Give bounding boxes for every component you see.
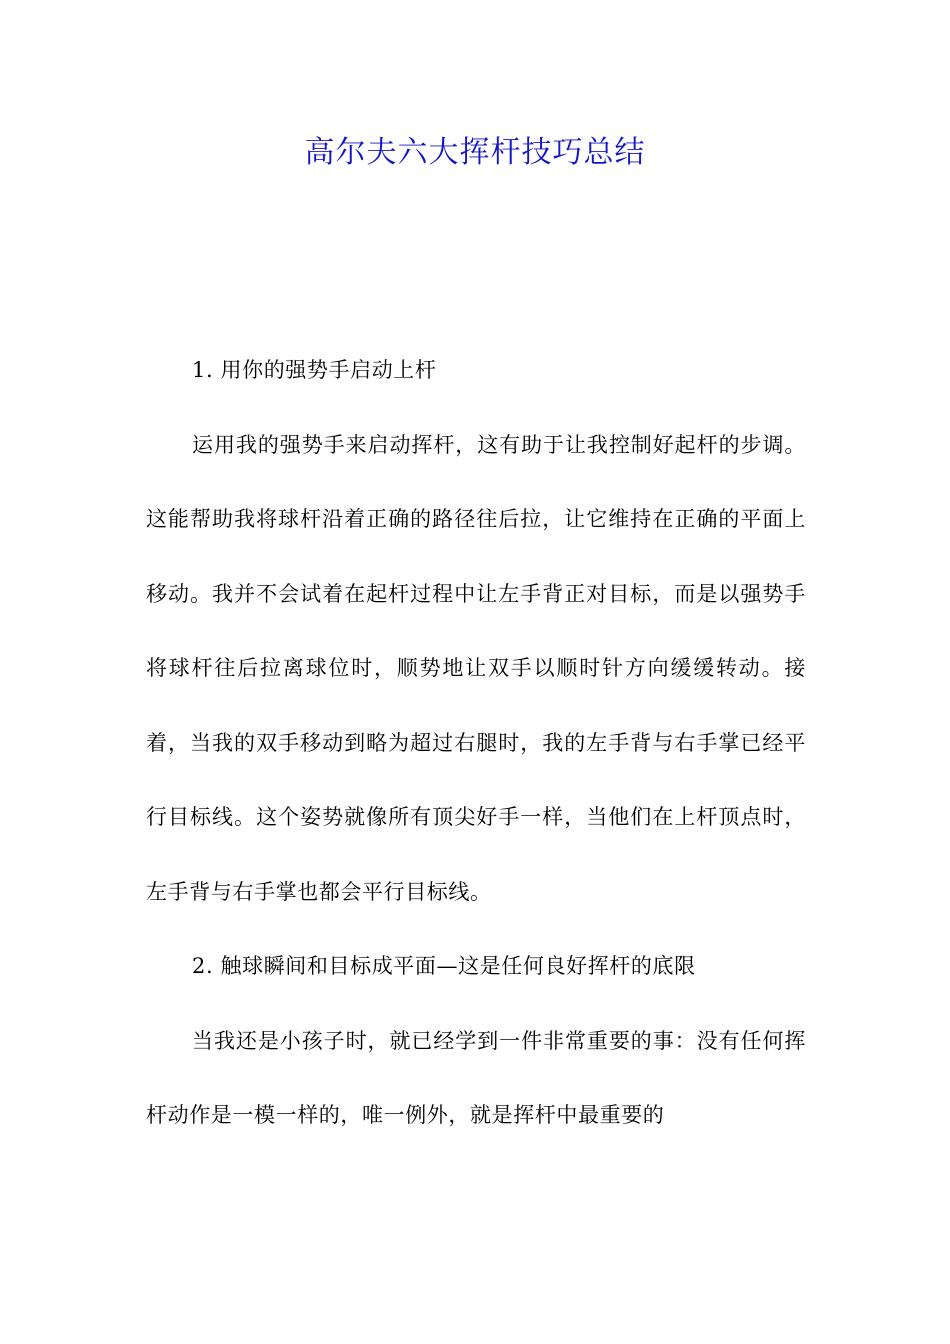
section-heading-2: 2. 触球瞬间和目标成平面—这是任何良好挥杆的底限 (192, 954, 696, 978)
body-paragraph-2: 当我还是小孩子时，就已经学到一件非常重要的事：没有任何挥杆动作是一模一样的，唯一例外，就是挥杆中最重要的 (146, 1028, 806, 1127)
document-body (146, 333, 806, 1153)
body-paragraph-1: 运用我的强势手来启动挥杆，这有助于让我控制好起杆的步调。这能帮助我将球杆沿着正确的路径往后拉，让它维持在正确的平面上移动。我并不会试着在起杆过程中让左手背正对目标，而是以强势手将球杆往后拉离球位时，顺势地让双手以顺时针方向缓缓转动。接着，当我的双手移动到略为超过右腿时，我的左手背与右手掌已经平行目标线。这个姿势就像所有顶尖好手一样，当他们在上杆顶点时，左手背与右手掌也都会平行目标线。 (146, 432, 806, 904)
document-title: 高尔夫六大挥杆技巧总结 (304, 135, 646, 170)
section-heading-1: 1. 用你的强势手启动上杆 (192, 358, 437, 382)
